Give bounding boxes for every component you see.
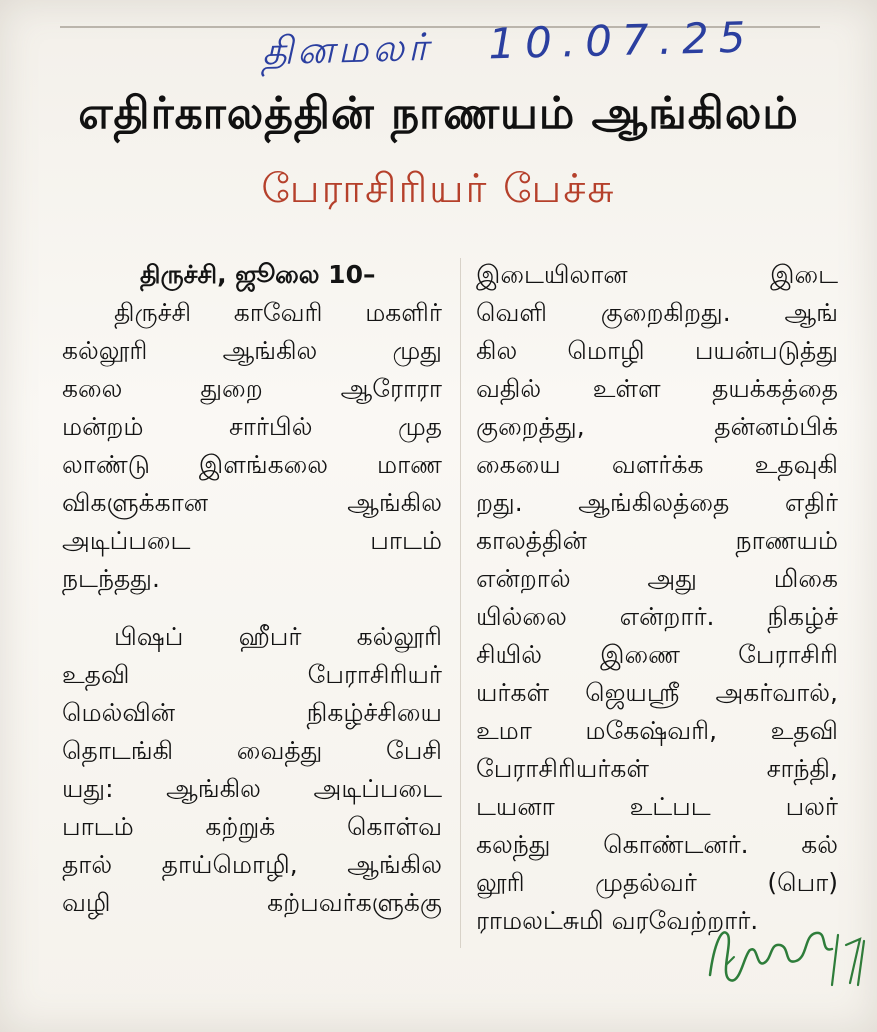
subheadline: பேராசிரியர் பேச்சு	[261, 166, 616, 212]
article-line: வெளி குறைகிறது. ஆங்	[476, 298, 838, 327]
article-line: தொடங்கி வைத்து பேசி	[62, 736, 442, 765]
article-line: என்றால் அது மிகை	[476, 564, 838, 593]
article-line: யில்லை என்றார். நிகழ்ச்	[476, 602, 838, 631]
article-line: பாடம் கற்றுக் கொள்வ	[62, 812, 442, 841]
article-line: டயனா உட்பட பலர்	[476, 792, 838, 821]
article-line: வழி கற்பவர்களுக்கு	[62, 888, 442, 917]
article-line: பிஷப் ஹீபர் கல்லூரி	[114, 622, 442, 651]
article-column-right	[476, 256, 838, 940]
article-line: மன்றம் சார்பில் முத	[62, 412, 442, 441]
article-column-left	[62, 256, 442, 922]
article-line: மெல்வின் நிகழ்ச்சியை	[62, 698, 442, 727]
article-line: பேராசிரியர்கள் சாந்தி,	[476, 754, 838, 783]
article-line: விகளுக்கான ஆங்கில	[62, 488, 442, 517]
article-line: றது. ஆங்கிலத்தை எதிர்	[476, 488, 838, 517]
article-line: யர்கள் ஜெயஸ்ரீ அகர்வால்,	[476, 678, 838, 707]
article-line: காலத்தின் நாணயம்	[476, 526, 838, 555]
article-line: வதில் உள்ள தயக்கத்தை	[476, 374, 838, 403]
article-line: கில மொழி பயன்படுத்து	[476, 336, 838, 365]
article-line: உதவி பேராசிரியர்	[62, 660, 442, 689]
article-line: ராமலட்சுமி வரவேற்றார்.	[476, 906, 759, 935]
headline: எதிர்காலத்தின் நாணயம் ஆங்கிலம்	[78, 88, 799, 139]
article-line: கல்லூரி ஆங்கில முது	[62, 336, 442, 365]
article-line: குறைத்து, தன்னம்பிக்	[476, 412, 838, 441]
article-line: திருச்சி காவேரி மகளிர்	[114, 298, 442, 327]
handwritten-source: தினமலர்	[261, 24, 433, 74]
dateline: திருச்சி, ஜூலை 10–	[140, 260, 376, 289]
article-line: லாண்டு இளங்கலை மாண	[62, 450, 442, 479]
paragraph-gap	[62, 598, 442, 618]
article-line: உமா மகேஷ்வரி, உதவி	[476, 716, 838, 745]
article-line: அடிப்படை பாடம்	[62, 526, 442, 555]
article-line: லூரி முதல்வர் (பொ)	[476, 868, 838, 897]
handwritten-date: 10.07.25	[487, 12, 757, 69]
handwritten-signature	[700, 905, 870, 995]
article-line: தால் தாய்மொழி, ஆங்கில	[62, 850, 442, 879]
article-line: கலந்து கொண்டனர். கல்	[476, 830, 838, 859]
article-line: நடந்தது.	[62, 564, 160, 593]
article-line: கையை வளர்க்க உதவுகி	[476, 450, 838, 479]
handwritten-annotation	[261, 11, 823, 96]
article-line: யது: ஆங்கில அடிப்படை	[62, 774, 442, 803]
article-line: கலை துறை ஆரோரா	[62, 374, 442, 403]
column-divider	[460, 258, 461, 948]
article-line: இடையிலான இடை	[476, 260, 838, 289]
article-line: சியில் இணை பேராசிரி	[476, 640, 838, 669]
